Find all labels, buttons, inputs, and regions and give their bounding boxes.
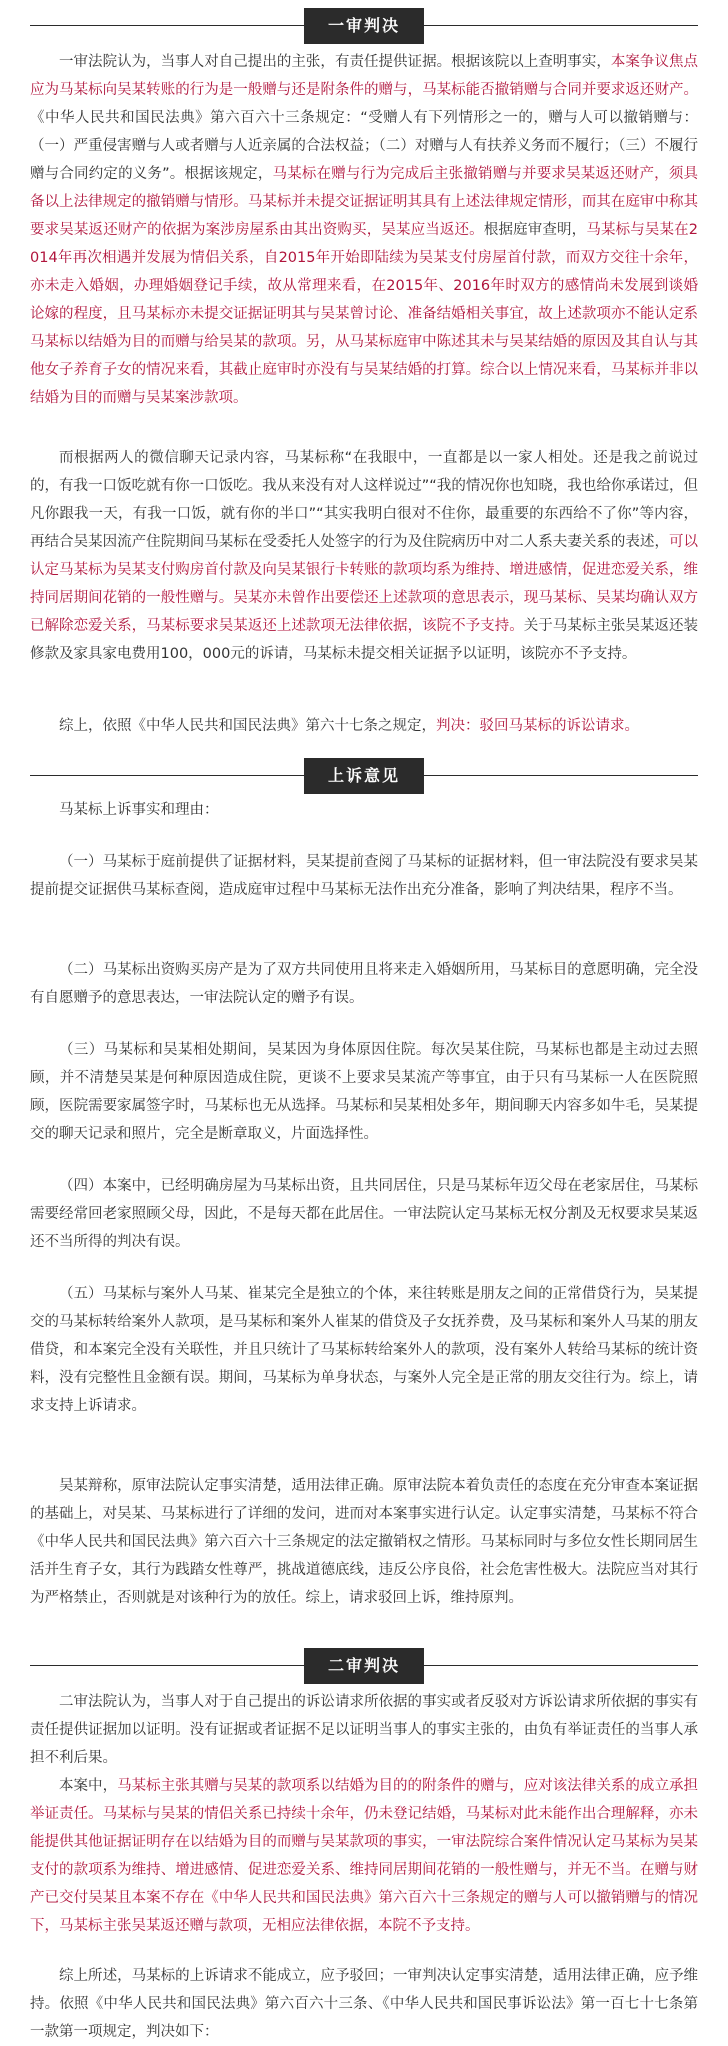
highlight-text: 本案争议焦点应为马某标向吴某转账的行为是一般赠与还是附条件的赠与，马某标能否撤销赠与合同并要求返还财产。 [30, 54, 699, 98]
text-run: 本案中， [59, 1778, 118, 1794]
appeal-item-1: （一）马某标于庭前提供了证据材料，吴某提前查阅了马某标的证据材料，但一审法院没有要求吴某提前提交证据供马某标查阅，造成庭审过程中马某标无法作出充分准备，影响了判决结果，程序不当。 [30, 854, 698, 898]
text-run: 综上，依照《中华人民共和国民法典》第六十七条之规定， [59, 718, 436, 734]
appeal-item-2: （二）马某标出资购买房产是为了双方共同使用且将来走入婚姻所用，马某标目的意愿明确，完全没有自愿赠予的意思表达，一审法院认定的赠予有误。 [30, 962, 698, 1006]
highlight-text: 可以认定马某标为吴某支付购房首付款及向吴某银行卡转账的款项均系为维持、增进感情，促进恋爱关系，维持同居期间花销的一般性赠与。吴某亦未曾作出要偿还上述款项的意思表示，现马某标、吴某均确认双方已解除恋爱关系，马某标要求吴某返还上述款项无法律依据，该院不予支持。 [30, 534, 699, 634]
second-trial-paragraph-2 [30, 1772, 698, 1940]
first-trial-paragraph-2 [30, 444, 698, 668]
appeal-intro: 马某标上诉事实和理由： [59, 802, 219, 818]
appeal-item-4: （四）本案中，已经明确房屋为马某标出资，且共同居住，只是马某标年迈父母在老家居住，马某标需要经常回老家照顾父母，因此，不是每天都在此居住。一审法院认定马某标无权分割及无权要求吴某返还不当所得的判决有误。 [30, 1178, 698, 1250]
appellee-response: 吴某辩称，原审法院认定事实清楚，适用法律正确。原审法院本着负责任的态度在充分审查本案证据的基础上，对吴某、马某标进行了详细的发问，进而对本案事实进行认定。认定事实清楚，马某标不符合《中华人民共和国民法典》第六百六十三条规定的法定撤销权之情形。马某标同时与多位女性长期同居生活并生育子女，其行为践踏女性尊严，挑战道德底线，违反公序良俗，社会危害性极大。法院应当对其行为严格禁止，否则就是对该种行为的放任。综上，请求驳回上诉，维持原判。 [30, 1478, 698, 1606]
highlight-text: 判决：驳回马某标的诉讼请求。 [436, 718, 639, 734]
section-header-first-trial [30, 8, 698, 44]
highlight-text: 马某标主张其赠与吴某的款项系以结婚为目的的附条件的赠与，应对该法律关系的成立承担举证责任。马某标与吴某的情侣关系已持续十余年，仍未登记结婚，马某标对此未能作出合理解释，亦未能提供其他证据证明存在以结婚为目的而赠与吴某款项的事实，一审法院综合案件情况认定马某标为吴某支付的款项系为维持、增进感情、促进恋爱关系、维持同居期间花销的一般性赠与，并无不当。在赠与财产已交付吴某且本案不存在《中华人民共和国民法典》第六百六十三条规定的赠与人可以撤销赠与的情况下，马某标主张吴某返还赠与款项，无相应法律依据，本院不予支持。 [30, 1778, 698, 1934]
highlight-text: 马某标在赠与行为完成后主张撤销赠与并要求吴某返还财产，须具备以上法律规定的撤销赠与情形。马某标并未提交证据证明其具有上述法律规定情形，而其在庭审中称其要求吴某返还财产的依据为案涉房屋系由其出资购买，吴某应当返还。 [30, 166, 698, 238]
appeal-item-5: （五）马某标与案外人马某、崔某完全是独立的个体，来往转账是朋友之间的正常借贷行为，吴某提交的马某标转给案外人款项，是马某标和案外人崔某的借贷及子女抚养费，及马某标和案外人马某的朋友借贷，和本案完全没有关联性，并且只统计了马某标转给案外人的款项，没有案外人转给马某标的统计资料，没有完整性且金额有误。期间，马某标为单身状态，与案外人完全是正常的朋友交往行为。综上，请求支持上诉请求。 [30, 1286, 698, 1414]
text-run: 关于马某标主张吴某返还装修款及家具家电费用100，000元的诉请，马某标未提交相关证据予以证明，该院亦不予支持。 [30, 618, 699, 662]
second-trial-paragraph-3: 综上所述，马某标的上诉请求不能成立，应予驳回；一审判决认定事实清楚，适用法律正确，应予维持。依照《中华人民共和国民法典》第六百六十三条、《中华人民共和国民事诉讼法》第一百七十七条第一款第一项规定，判决如下： [30, 1968, 698, 2040]
text-run: 而根据两人的微信聊天记录内容，马某标称“在我眼中，一直都是以一家人相处。还是我之前说过的，有我一口饭吃就有你一口饭吃。我从来没有对人这样说过”“我的情况你也知晓，我也给你承诺过，但凡你跟我一天，有我一口饭，就有你的半口”“其实我明白很对不住你，最重要的东西给不了你”等内容，再结合吴某因流产住院期间马某标在受委托人处签字的行为及住院病历中对二人系夫妻关系的表述， [30, 450, 698, 550]
section-title: 一审判决 [304, 8, 424, 44]
text-run: 一审法院认为，当事人对自己提出的主张，有责任提供证据。根据该院以上查明事实， [59, 54, 611, 70]
section-title: 二审判决 [304, 1648, 424, 1684]
first-trial-paragraph-1 [30, 48, 698, 412]
second-trial-paragraph-1: 二审法院认为，当事人对于自己提出的诉讼请求所依据的事实或者反驳对方诉讼请求所依据的事实有责任提供证据加以证明。没有证据或者证据不足以证明当事人的事实主张的，由负有举证责任的当事人承担不利后果。 [30, 1694, 698, 1766]
appeal-item-3: （三）马某标和吴某相处期间，吴某因为身体原因住院。每次吴某住院，马某标也都是主动过去照顾，并不清楚吴某是何种原因造成住院，更谈不上要求吴某流产等事宜，由于只有马某标一人在医院照顾，医院需要家属签字时，马某标也无从选择。马某标和吴某相处多年，期间聊天内容多如牛毛，吴某提交的聊天记录和照片，完全是断章取义，片面选择性。 [30, 1042, 698, 1142]
text-run: 根据庭审查明， [483, 222, 587, 238]
section-header-appeal [30, 758, 698, 794]
highlight-text: 马某标与吴某在2014年再次相遇并发展为情侣关系，自2015年开始即陆续为吴某支付房屋首付款，而双方交往十余年，亦未走入婚姻，办理婚姻登记手续，故从常理来看，在2015年、2016年时双方的感情尚未发展到谈婚论嫁的程度，且马某标亦未提交证据证明其与吴某曾讨论、准备结婚相关事宜，故上述款项亦不能认定系马某标以结婚为目的而赠与给吴某的款项。另，从马某标庭审中陈述其未与吴某结婚的原因及其自认与其他女子养育子女的情况来看，其截止庭审时亦没有与吴某结婚的打算。综合以上情况来看，马某标并非以结婚为目的而赠与吴某案涉款项。 [30, 222, 699, 406]
first-trial-paragraph-3 [30, 712, 698, 740]
section-title: 上诉意见 [304, 758, 424, 794]
text-run: 《中华人民共和国民法典》第六百六十三条规定：“受赠人有下列情形之一的，赠与人可以撤销赠与：（一）严重侵害赠与人或者赠与人近亲属的合法权益；（二）对赠与人有扶养义务而不履行；（三）不履行赠与合同约定的义务”。根据该规定， [30, 110, 698, 182]
section-header-second-trial [30, 1648, 698, 1684]
